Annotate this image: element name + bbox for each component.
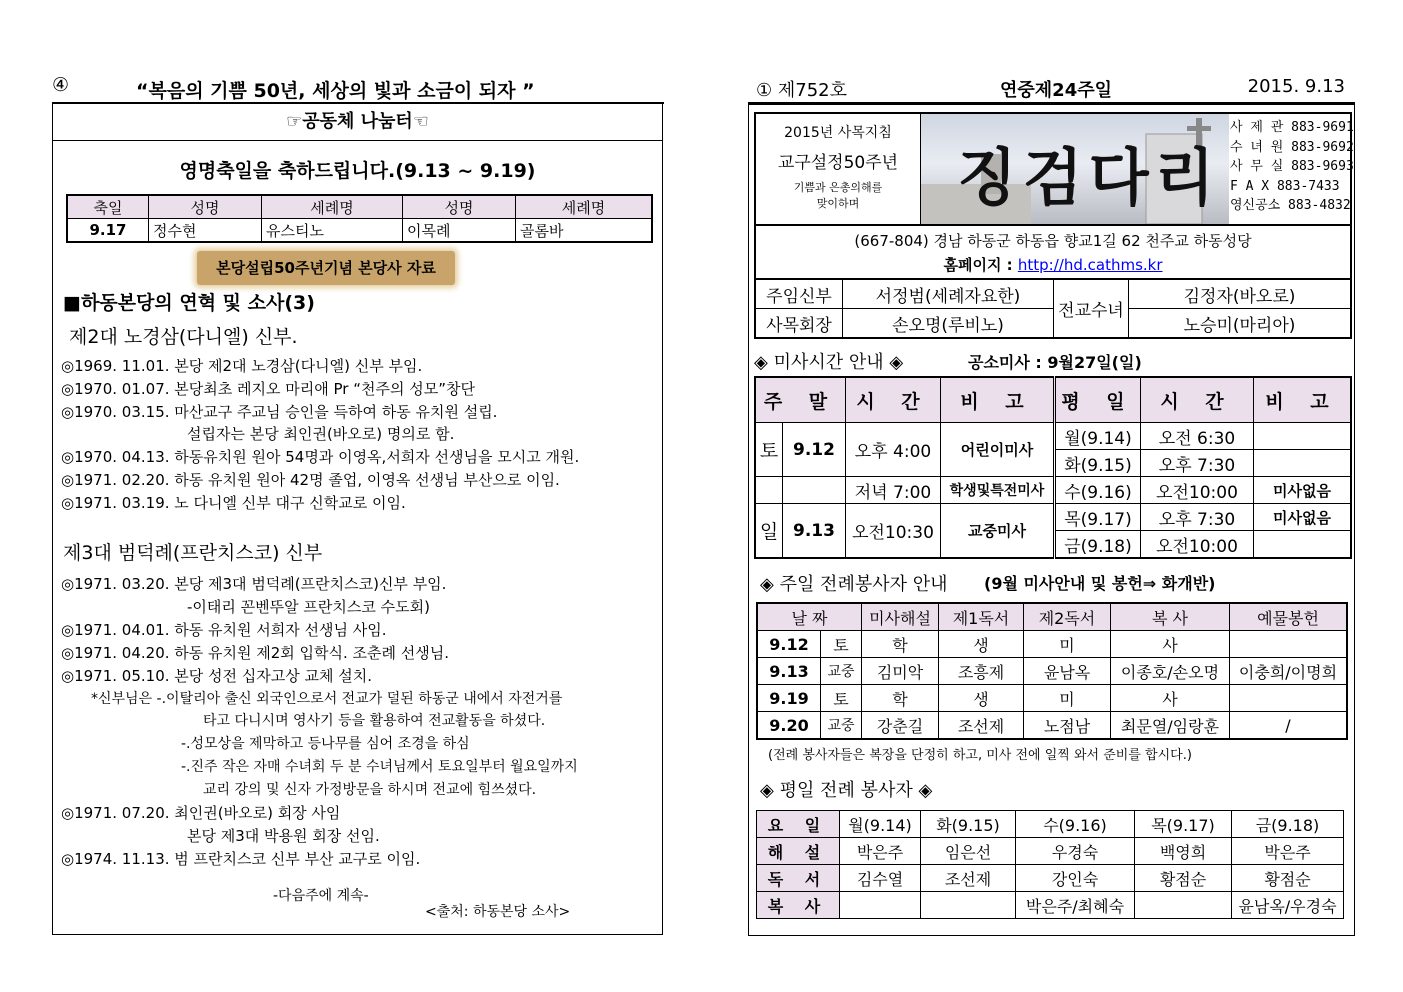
weekday-day: 월(9.14) bbox=[1055, 423, 1141, 450]
liturgy-cell: 김미악 bbox=[862, 658, 939, 685]
history-line: ◎1971. 03.19. 노 다니엘 신부 대구 신학교로 이임. bbox=[61, 494, 406, 512]
mass-header: 비 고 bbox=[941, 377, 1055, 423]
contact-line: 영신공소 883-4832 bbox=[1230, 198, 1351, 213]
feast-cell: 이목례 bbox=[403, 219, 516, 243]
history-line: ◎1971. 05.10. 본당 성전 십자고상 교체 설치. bbox=[61, 667, 372, 685]
liturgy-cell: 학 bbox=[862, 685, 939, 712]
weekday-day: 금(9.18) bbox=[1055, 531, 1141, 559]
liturgy-cell: 윤남옥 bbox=[1024, 658, 1111, 685]
liturgy-cell: 학 bbox=[862, 631, 939, 658]
liturgy-date: 9.20 bbox=[757, 712, 821, 740]
mass-header: 평 일 bbox=[1055, 377, 1141, 423]
source-note: <출처: 하동본당 소사> bbox=[425, 904, 571, 920]
liturgy-cell: 미 bbox=[1024, 631, 1111, 658]
weekday-cell bbox=[921, 892, 1016, 919]
staff-value: 노승미(마리아) bbox=[1129, 309, 1352, 339]
history-line: 설립자는 본당 최인권(바오로) 명의로 함. bbox=[187, 425, 455, 443]
weekend-day-cont bbox=[755, 477, 783, 504]
liturgy-cell: 최문열/임랑훈 bbox=[1111, 712, 1230, 740]
weekend-note: 어린이미사 bbox=[941, 423, 1055, 477]
weekday-cell bbox=[840, 892, 921, 919]
weekday-note: 미사없음 bbox=[1254, 504, 1352, 531]
weekday-day: 목(9.17) bbox=[1055, 504, 1141, 531]
history-line: ◎1970. 04.13. 하동유치원 원아 54명과 이영옥,서희자 선생님을 모시고 개원. bbox=[61, 448, 580, 466]
staff-value: 서정범(세례자요한) bbox=[843, 279, 1054, 309]
liturgy-cell: / bbox=[1230, 712, 1348, 740]
history-line: ◎1974. 11.13. 범 프란치스코 신부 부산 교구로 이임. bbox=[61, 850, 421, 868]
weekday-header: 월(9.14) bbox=[840, 811, 921, 838]
liturgy-mass: 토 bbox=[821, 631, 862, 658]
weekday-note bbox=[1254, 531, 1352, 559]
history-line: 타고 다니시며 영사기 등을 활용하여 전교활동을 하셨다. bbox=[203, 713, 546, 729]
history-line: ◎1970. 01.07. 본당최초 레지오 마리애 Pr “천주의 성모”창단 bbox=[61, 380, 475, 398]
weekday-cell bbox=[1135, 892, 1232, 919]
weekday-time: 오후 7:30 bbox=[1141, 504, 1254, 531]
liturgy-date: 9.13 bbox=[757, 658, 821, 685]
priest3-title: 제3대 범덕례(프란치스코) 신부 bbox=[63, 542, 323, 564]
weekday-cell: 김수열 bbox=[840, 865, 921, 892]
weekday-row-label: 독 서 bbox=[757, 865, 840, 892]
masthead bbox=[754, 112, 1352, 226]
liturgy-mass: 토 bbox=[821, 685, 862, 712]
history-line: 본당 제3대 박용원 회장 선임. bbox=[187, 827, 380, 845]
weekend-note: 학생및특전미사 bbox=[941, 477, 1055, 504]
feast-cell: 9.17 bbox=[67, 219, 149, 243]
homepage-label: 홈페이지 : bbox=[943, 256, 1018, 274]
weekend-time: 저녁 7:00 bbox=[846, 477, 941, 504]
weekday-time: 오전 6:30 bbox=[1141, 423, 1254, 450]
history-line: *신부님은 -.이탈리아 출신 외국인으로서 전교가 덜된 하동군 내에서 자전거를 bbox=[91, 691, 563, 707]
weekday-cell: 황점순 bbox=[1135, 865, 1232, 892]
staff-value: 김정자(바오로) bbox=[1129, 279, 1352, 309]
liturgy-cell bbox=[1230, 685, 1348, 712]
right-page-header bbox=[748, 76, 1355, 104]
weekend-time: 오전10:30 bbox=[846, 504, 941, 559]
weekday-time: 오후 7:30 bbox=[1141, 450, 1254, 477]
slogan: “복음의 기쁨 50년, 세상의 빛과 소금이 되자 ” bbox=[136, 80, 535, 102]
left-page-header bbox=[52, 76, 664, 104]
feast-cell: 골롬바 bbox=[516, 219, 653, 243]
mass-header: 시 간 bbox=[846, 377, 941, 423]
history-line: ◎1971. 07.20. 최인권(바오로) 회장 사임 bbox=[61, 804, 341, 822]
weekday-cell: 우경숙 bbox=[1016, 838, 1135, 865]
liturgy-mass: 교중 bbox=[821, 712, 862, 740]
liturgy-date: 9.12 bbox=[757, 631, 821, 658]
homepage-link[interactable]: http://hd.cathms.kr bbox=[1017, 256, 1163, 274]
liturgy-header: 제1독서 bbox=[939, 603, 1024, 631]
feast-title: 영명축일을 축하드립니다.(9.13 ~ 9.19) bbox=[179, 160, 536, 182]
weekday-row-label: 복 사 bbox=[757, 892, 840, 919]
liturgy-cell: 이충희/이명희 bbox=[1230, 658, 1348, 685]
liturgy-header: 미사해설 bbox=[862, 603, 939, 631]
liturgy-table bbox=[756, 602, 1348, 740]
weekday-cell: 백영희 bbox=[1135, 838, 1232, 865]
staff-label: 전교수녀 bbox=[1054, 279, 1129, 338]
motto-line: 맞이하며 bbox=[816, 197, 860, 210]
address-block bbox=[754, 226, 1352, 278]
weekday-note: 미사없음 bbox=[1254, 477, 1352, 504]
newsletter-name: 징검다리 bbox=[957, 141, 1221, 214]
history-heading: ■하동본당의 연혁 및 소사(3) bbox=[63, 292, 315, 314]
pastoral-motto bbox=[756, 114, 921, 224]
staff-label: 주임신부 bbox=[755, 279, 843, 309]
mass-schedule-table bbox=[754, 376, 1352, 559]
liturgy-section-title: ◈ 주일 전례봉사자 안내 bbox=[760, 574, 948, 595]
weekday-note bbox=[1254, 450, 1352, 477]
weekend-day: 일 bbox=[755, 504, 783, 559]
mass-header: 비 고 bbox=[1254, 377, 1352, 423]
history-line: ◎1970. 03.15. 마산교구 주교님 승인을 득하여 하동 유치원 설립. bbox=[61, 403, 498, 421]
staff-table bbox=[754, 278, 1352, 339]
weekday-header: 금(9.18) bbox=[1232, 811, 1344, 838]
liturgy-cell: 노점남 bbox=[1024, 712, 1111, 740]
church-photo bbox=[921, 114, 1229, 224]
liturgy-cell: 강춘길 bbox=[862, 712, 939, 740]
contact-list bbox=[1230, 118, 1352, 216]
weekday-row-label: 요 일 bbox=[757, 811, 840, 838]
weekend-date-cont bbox=[783, 477, 846, 504]
continued-note: -다음주에 계속- bbox=[273, 888, 369, 904]
weekday-cell: 박은주/최혜숙 bbox=[1016, 892, 1135, 919]
feast-table bbox=[66, 194, 653, 243]
weekday-cell: 윤남옥/우경숙 bbox=[1232, 892, 1344, 919]
history-line: -.진주 작은 자매 수녀회 두 분 수녀님께서 토요일부터 월요일까지 bbox=[181, 759, 578, 775]
weekday-day: 수(9.16) bbox=[1055, 477, 1141, 504]
history-line: ◎1971. 02.20. 하동 유치원 원아 42명 졸업, 이영옥 선생님 부산으로 이임. bbox=[61, 471, 560, 489]
history-line: -이태리 꼰벤뚜알 프란치스코 수도회) bbox=[187, 598, 430, 616]
liturgy-cell: 생 bbox=[939, 685, 1024, 712]
motto-line: 기쁨과 은총의해를 bbox=[793, 181, 883, 194]
weekday-cell: 강인숙 bbox=[1016, 865, 1135, 892]
feast-header-cell: 세례명 bbox=[262, 195, 403, 219]
liturgical-week: 연중제24주일 bbox=[1000, 80, 1112, 101]
feast-cell: 유스티노 bbox=[262, 219, 403, 243]
weekend-date: 9.12 bbox=[783, 423, 846, 477]
history-badge: 본당설립50주년기념 본당사 자료 bbox=[197, 251, 455, 285]
weekend-note: 교중미사 bbox=[941, 504, 1055, 559]
liturgy-cell: 조선제 bbox=[939, 712, 1024, 740]
weekday-note bbox=[1254, 423, 1352, 450]
liturgy-cell bbox=[1230, 631, 1348, 658]
mass-header: 시 간 bbox=[1141, 377, 1254, 423]
history-line: ◎1969. 11.01. 본당 제2대 노경삼(다니엘) 신부 부임. bbox=[61, 357, 423, 375]
community-section bbox=[52, 103, 663, 935]
issue-number: ① 제752호 bbox=[756, 80, 847, 101]
history-line: ◎1971. 04.20. 하동 유치원 제2회 입학식. 조춘례 선생님. bbox=[61, 644, 450, 662]
staff-value: 손오명(루비노) bbox=[843, 309, 1054, 339]
contact-line: 수 녀 원 883-9692 bbox=[1230, 139, 1354, 155]
mission-mass-note: 공소미사 : 9월27일(일) bbox=[968, 353, 1142, 372]
liturgy-note: (9월 미사안내 및 봉헌⇒ 화개반) bbox=[984, 574, 1216, 593]
history-line: ◎1971. 04.01. 하동 유치원 서희자 선생님 사임. bbox=[61, 621, 387, 639]
weekday-time: 오전10:00 bbox=[1141, 531, 1254, 559]
weekday-day: 화(9.15) bbox=[1055, 450, 1141, 477]
liturgy-cell: 사 bbox=[1111, 631, 1230, 658]
priest2-title: 제2대 노경삼(다니엘) 신부. bbox=[69, 326, 298, 348]
liturgy-cell: 미 bbox=[1024, 685, 1111, 712]
contact-line: 사 무 실 883-9693 bbox=[1230, 159, 1354, 174]
weekend-day: 토 bbox=[755, 423, 783, 477]
contact-line: F A X 883-7433 bbox=[1230, 178, 1340, 194]
weekday-cell: 조선제 bbox=[921, 865, 1016, 892]
page-number: ④ bbox=[52, 74, 70, 96]
bulletin-front bbox=[754, 112, 1354, 942]
liturgy-cell: 생 bbox=[939, 631, 1024, 658]
history-line: ◎1971. 03.20. 본당 제3대 범덕례(프란치스코)신부 부임. bbox=[61, 575, 447, 593]
history-line: -.성모상을 제막하고 등나무를 심어 조경을 하심 bbox=[181, 736, 470, 752]
liturgy-header: 복 사 bbox=[1111, 603, 1230, 631]
weekday-header: 목(9.17) bbox=[1135, 811, 1232, 838]
liturgy-date: 9.19 bbox=[757, 685, 821, 712]
liturgy-mass: 교중 bbox=[821, 658, 862, 685]
issue-date: 2015. 9.13 bbox=[1247, 76, 1345, 97]
weekday-header: 수(9.16) bbox=[1016, 811, 1135, 838]
weekday-cell: 박은주 bbox=[1232, 838, 1344, 865]
weekday-cell: 황점순 bbox=[1232, 865, 1344, 892]
mass-header: 주 말 bbox=[755, 377, 846, 423]
staff-label: 사목회장 bbox=[755, 309, 843, 339]
feast-cell: 정수현 bbox=[149, 219, 262, 243]
contact-line: 사 제 관 883-9691 bbox=[1230, 120, 1354, 135]
church-address: (667-804) 경남 하동군 하동읍 향교1길 62 천주교 하동성당 bbox=[854, 232, 1252, 250]
pastoral-year: 2015년 사목지침 bbox=[784, 125, 892, 141]
liturgy-cell: 사 bbox=[1111, 685, 1230, 712]
mass-section-title: ◈ 미사시간 안내 ◈ bbox=[754, 352, 904, 373]
community-title: ☞공동체 나눔터☜ bbox=[53, 104, 662, 141]
feast-header-cell: 성명 bbox=[403, 195, 516, 219]
liturgy-cell: 이종호/손오명 bbox=[1111, 658, 1230, 685]
liturgy-header: 날 짜 bbox=[757, 603, 862, 631]
weekday-cell: 임은선 bbox=[921, 838, 1016, 865]
feast-header-cell: 성명 bbox=[149, 195, 262, 219]
weekday-section-title: ◈ 평일 전례 봉사자 ◈ bbox=[760, 780, 933, 801]
history-line: 교리 강의 및 신자 가정방문을 하시며 전교에 힘쓰셨다. bbox=[203, 782, 537, 798]
liturgy-header: 제2독서 bbox=[1024, 603, 1111, 631]
weekday-cell: 박은주 bbox=[840, 838, 921, 865]
liturgy-cell: 조흥제 bbox=[939, 658, 1024, 685]
weekend-date: 9.13 bbox=[783, 504, 846, 559]
liturgy-footnote: (전례 봉사자들은 복장을 단정히 하고, 미사 전에 일찍 와서 준비를 합시다.) bbox=[768, 748, 1192, 763]
feast-header-cell: 세례명 bbox=[516, 195, 653, 219]
weekday-server-table bbox=[756, 810, 1344, 919]
weekend-time: 오후 4:00 bbox=[846, 423, 941, 477]
liturgy-header: 예물봉헌 bbox=[1230, 603, 1348, 631]
weekday-header: 화(9.15) bbox=[921, 811, 1016, 838]
feast-header-cell: 축일 bbox=[67, 195, 149, 219]
weekday-time: 오전10:00 bbox=[1141, 477, 1254, 504]
weekday-row-label: 해 설 bbox=[757, 838, 840, 865]
anniversary-text: 교구설정50주년 bbox=[777, 153, 899, 173]
